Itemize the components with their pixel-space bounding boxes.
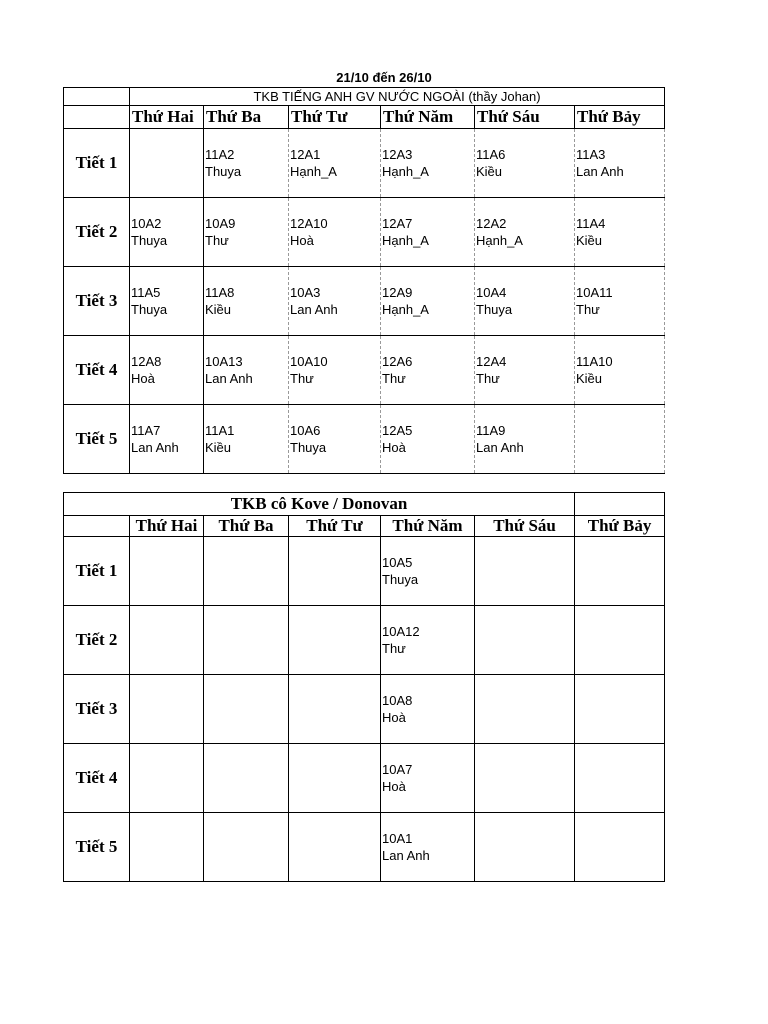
schedule-cell — [381, 405, 475, 474]
schedule-cell — [289, 267, 381, 336]
schedule-cell — [289, 675, 381, 744]
schedule-cell — [204, 744, 289, 813]
day-header: Thứ Hai — [130, 106, 204, 129]
schedule-cell — [381, 336, 475, 405]
class-code: 12A8 — [131, 354, 162, 369]
schedule-cell — [289, 606, 381, 675]
day-header-row — [64, 106, 665, 129]
period-label: Tiết 5 — [64, 405, 130, 474]
schedule-cell — [575, 405, 665, 474]
schedule-cell — [575, 336, 665, 405]
class-code: 10A4 — [476, 285, 507, 300]
class-code: 10A2 — [131, 216, 162, 231]
day-header: Thứ Hai — [130, 516, 204, 537]
teacher-name: Thuya — [205, 164, 242, 179]
corner-cell — [64, 106, 130, 129]
teacher-name: Thuya — [290, 440, 327, 455]
class-code: 11A8 — [205, 285, 235, 300]
period-label: Tiết 4 — [64, 744, 130, 813]
schedule-cell — [204, 537, 289, 606]
teacher-name: Kiều — [576, 371, 603, 386]
teacher-name: Lan Anh — [576, 164, 624, 179]
period-label: Tiết 2 — [64, 198, 130, 267]
class-code: 12A6 — [382, 354, 413, 369]
day-header: Thứ Bảy — [575, 106, 665, 129]
table-row — [64, 813, 665, 882]
class-code: 11A3 — [576, 147, 606, 162]
class-code: 12A2 — [476, 216, 507, 231]
schedule-cell — [204, 606, 289, 675]
day-header: Thứ Năm — [381, 516, 475, 537]
day-header: Thứ Sáu — [475, 516, 575, 537]
class-code: 12A5 — [382, 423, 413, 438]
teacher-name: Lan Anh — [131, 440, 179, 455]
teacher-name: Kiều — [205, 302, 232, 317]
class-code: 11A7 — [131, 423, 161, 438]
schedule-cell — [204, 198, 289, 267]
table-row — [64, 537, 665, 606]
teacher-name: Thư — [382, 641, 406, 656]
schedule-cell — [204, 405, 289, 474]
table-title-row — [64, 88, 665, 106]
teacher-name: Lan Anh — [382, 848, 430, 863]
corner-cell — [64, 88, 130, 106]
day-header: Thứ Tư — [289, 516, 381, 537]
timetable-title: TKB TIẾNG ANH GV NƯỚC NGOÀI (thầy Johan) — [130, 88, 665, 106]
schedule-cell — [130, 405, 204, 474]
teacher-name: Hoà — [290, 233, 314, 248]
date-range-heading: 21/10 đến 26/10 — [336, 70, 432, 85]
class-code: 10A8 — [382, 693, 413, 708]
schedule-cell — [475, 129, 575, 198]
class-code: 10A12 — [382, 624, 420, 639]
table-row — [64, 336, 665, 405]
teacher-name: Lan Anh — [205, 371, 253, 386]
schedule-cell — [575, 744, 665, 813]
schedule-cell — [204, 129, 289, 198]
teacher-name: Lan Anh — [476, 440, 524, 455]
schedule-cell — [475, 675, 575, 744]
period-label: Tiết 3 — [64, 267, 130, 336]
teacher-name: Hoà — [382, 710, 406, 725]
schedule-cell — [289, 537, 381, 606]
schedule-cell — [475, 198, 575, 267]
table-row — [64, 129, 665, 198]
period-label: Tiết 3 — [64, 675, 130, 744]
table-row — [64, 744, 665, 813]
schedule-cell — [475, 606, 575, 675]
schedule-cell — [204, 267, 289, 336]
schedule-cell — [475, 405, 575, 474]
schedule-cell — [475, 537, 575, 606]
class-code: 12A3 — [382, 147, 413, 162]
teacher-name: Thư — [290, 371, 314, 386]
class-code: 11A5 — [131, 285, 161, 300]
teacher-name: Thuya — [476, 302, 513, 317]
period-label: Tiết 1 — [64, 129, 130, 198]
timetable-title: TKB cô Kove / Donovan — [64, 493, 575, 516]
schedule-cell — [381, 744, 475, 813]
schedule-cell — [289, 336, 381, 405]
period-label: Tiết 2 — [64, 606, 130, 675]
class-code: 10A10 — [290, 354, 328, 369]
schedule-cell — [381, 198, 475, 267]
teacher-name: Hoà — [382, 779, 406, 794]
schedule-cell — [575, 606, 665, 675]
class-code: 10A7 — [382, 762, 413, 777]
teacher-name: Kiều — [205, 440, 232, 455]
corner-cell — [64, 516, 130, 537]
table-row — [64, 606, 665, 675]
teacher-name: Hạnh_A — [476, 233, 523, 248]
table-row — [64, 675, 665, 744]
table-row — [64, 198, 665, 267]
table-row — [64, 267, 665, 336]
class-code: 12A10 — [290, 216, 328, 231]
teacher-name: Thuya — [131, 233, 168, 248]
teacher-name: Hoà — [131, 371, 155, 386]
teacher-name: Lan Anh — [290, 302, 338, 317]
class-code: 12A1 — [290, 147, 321, 162]
schedule-cell — [475, 813, 575, 882]
teacher-name: Hạnh_A — [382, 302, 429, 317]
day-header: Thứ Ba — [204, 106, 289, 129]
period-label: Tiết 1 — [64, 537, 130, 606]
schedule-cell — [381, 813, 475, 882]
schedule-cell — [381, 606, 475, 675]
schedule-cell — [289, 129, 381, 198]
schedule-cell — [575, 267, 665, 336]
day-header-row — [64, 516, 665, 537]
class-code: 10A13 — [205, 354, 243, 369]
teacher-name: Kiều — [476, 164, 503, 179]
schedule-cell — [130, 537, 204, 606]
teacher-name: Thuya — [131, 302, 168, 317]
class-code: 12A4 — [476, 354, 507, 369]
schedule-cell — [575, 129, 665, 198]
class-code: 10A5 — [382, 555, 413, 570]
schedule-cell — [475, 744, 575, 813]
schedule-cell — [204, 336, 289, 405]
schedule-cell — [381, 129, 475, 198]
day-header: Thứ Tư — [289, 106, 381, 129]
day-header: Thứ Ba — [204, 516, 289, 537]
class-code: 10A9 — [205, 216, 236, 231]
schedule-cell — [204, 813, 289, 882]
kove-donovan-timetable — [63, 492, 665, 882]
schedule-cell — [575, 675, 665, 744]
class-code: 12A9 — [382, 285, 413, 300]
class-code: 11A4 — [576, 216, 606, 231]
class-code: 10A3 — [290, 285, 321, 300]
schedule-cell — [289, 405, 381, 474]
schedule-cell — [575, 813, 665, 882]
schedule-cell — [289, 198, 381, 267]
johan-timetable — [63, 87, 665, 474]
class-code: 10A11 — [576, 285, 613, 300]
schedule-cell — [575, 537, 665, 606]
class-code: 11A1 — [205, 423, 235, 438]
schedule-cell — [130, 198, 204, 267]
schedule-cell — [130, 606, 204, 675]
teacher-name: Hoà — [382, 440, 406, 455]
table-title-row — [64, 493, 665, 516]
period-label: Tiết 5 — [64, 813, 130, 882]
schedule-cell — [130, 813, 204, 882]
teacher-name: Kiều — [576, 233, 603, 248]
teacher-name: Thư — [205, 233, 229, 248]
class-code: 11A9 — [476, 423, 506, 438]
schedule-cell — [130, 267, 204, 336]
teacher-name: Thuya — [382, 572, 419, 587]
day-header: Thứ Sáu — [475, 106, 575, 129]
schedule-cell — [381, 537, 475, 606]
teacher-name: Hạnh_A — [382, 164, 429, 179]
teacher-name: Hạnh_A — [382, 233, 429, 248]
table-row — [64, 405, 665, 474]
period-label: Tiết 4 — [64, 336, 130, 405]
teacher-name: Thư — [476, 371, 500, 386]
class-code: 12A7 — [382, 216, 413, 231]
schedule-cell — [204, 675, 289, 744]
schedule-cell — [475, 267, 575, 336]
schedule-cell — [475, 336, 575, 405]
day-header: Thứ Bảy — [575, 516, 665, 537]
teacher-name: Hạnh_A — [290, 164, 337, 179]
schedule-cell — [130, 675, 204, 744]
class-code: 11A10 — [576, 354, 613, 369]
schedule-cell — [130, 129, 204, 198]
schedule-cell — [381, 267, 475, 336]
teacher-name: Thư — [576, 302, 600, 317]
class-code: 11A6 — [476, 147, 506, 162]
schedule-cell — [130, 336, 204, 405]
class-code: 10A1 — [382, 831, 413, 846]
schedule-cell — [130, 744, 204, 813]
schedule-cell — [575, 198, 665, 267]
schedule-cell — [381, 675, 475, 744]
day-header: Thứ Năm — [381, 106, 475, 129]
class-code: 10A6 — [290, 423, 321, 438]
corner-cell — [575, 493, 665, 516]
schedule-cell — [289, 744, 381, 813]
teacher-name: Thư — [382, 371, 406, 386]
class-code: 11A2 — [205, 147, 235, 162]
schedule-cell — [289, 813, 381, 882]
